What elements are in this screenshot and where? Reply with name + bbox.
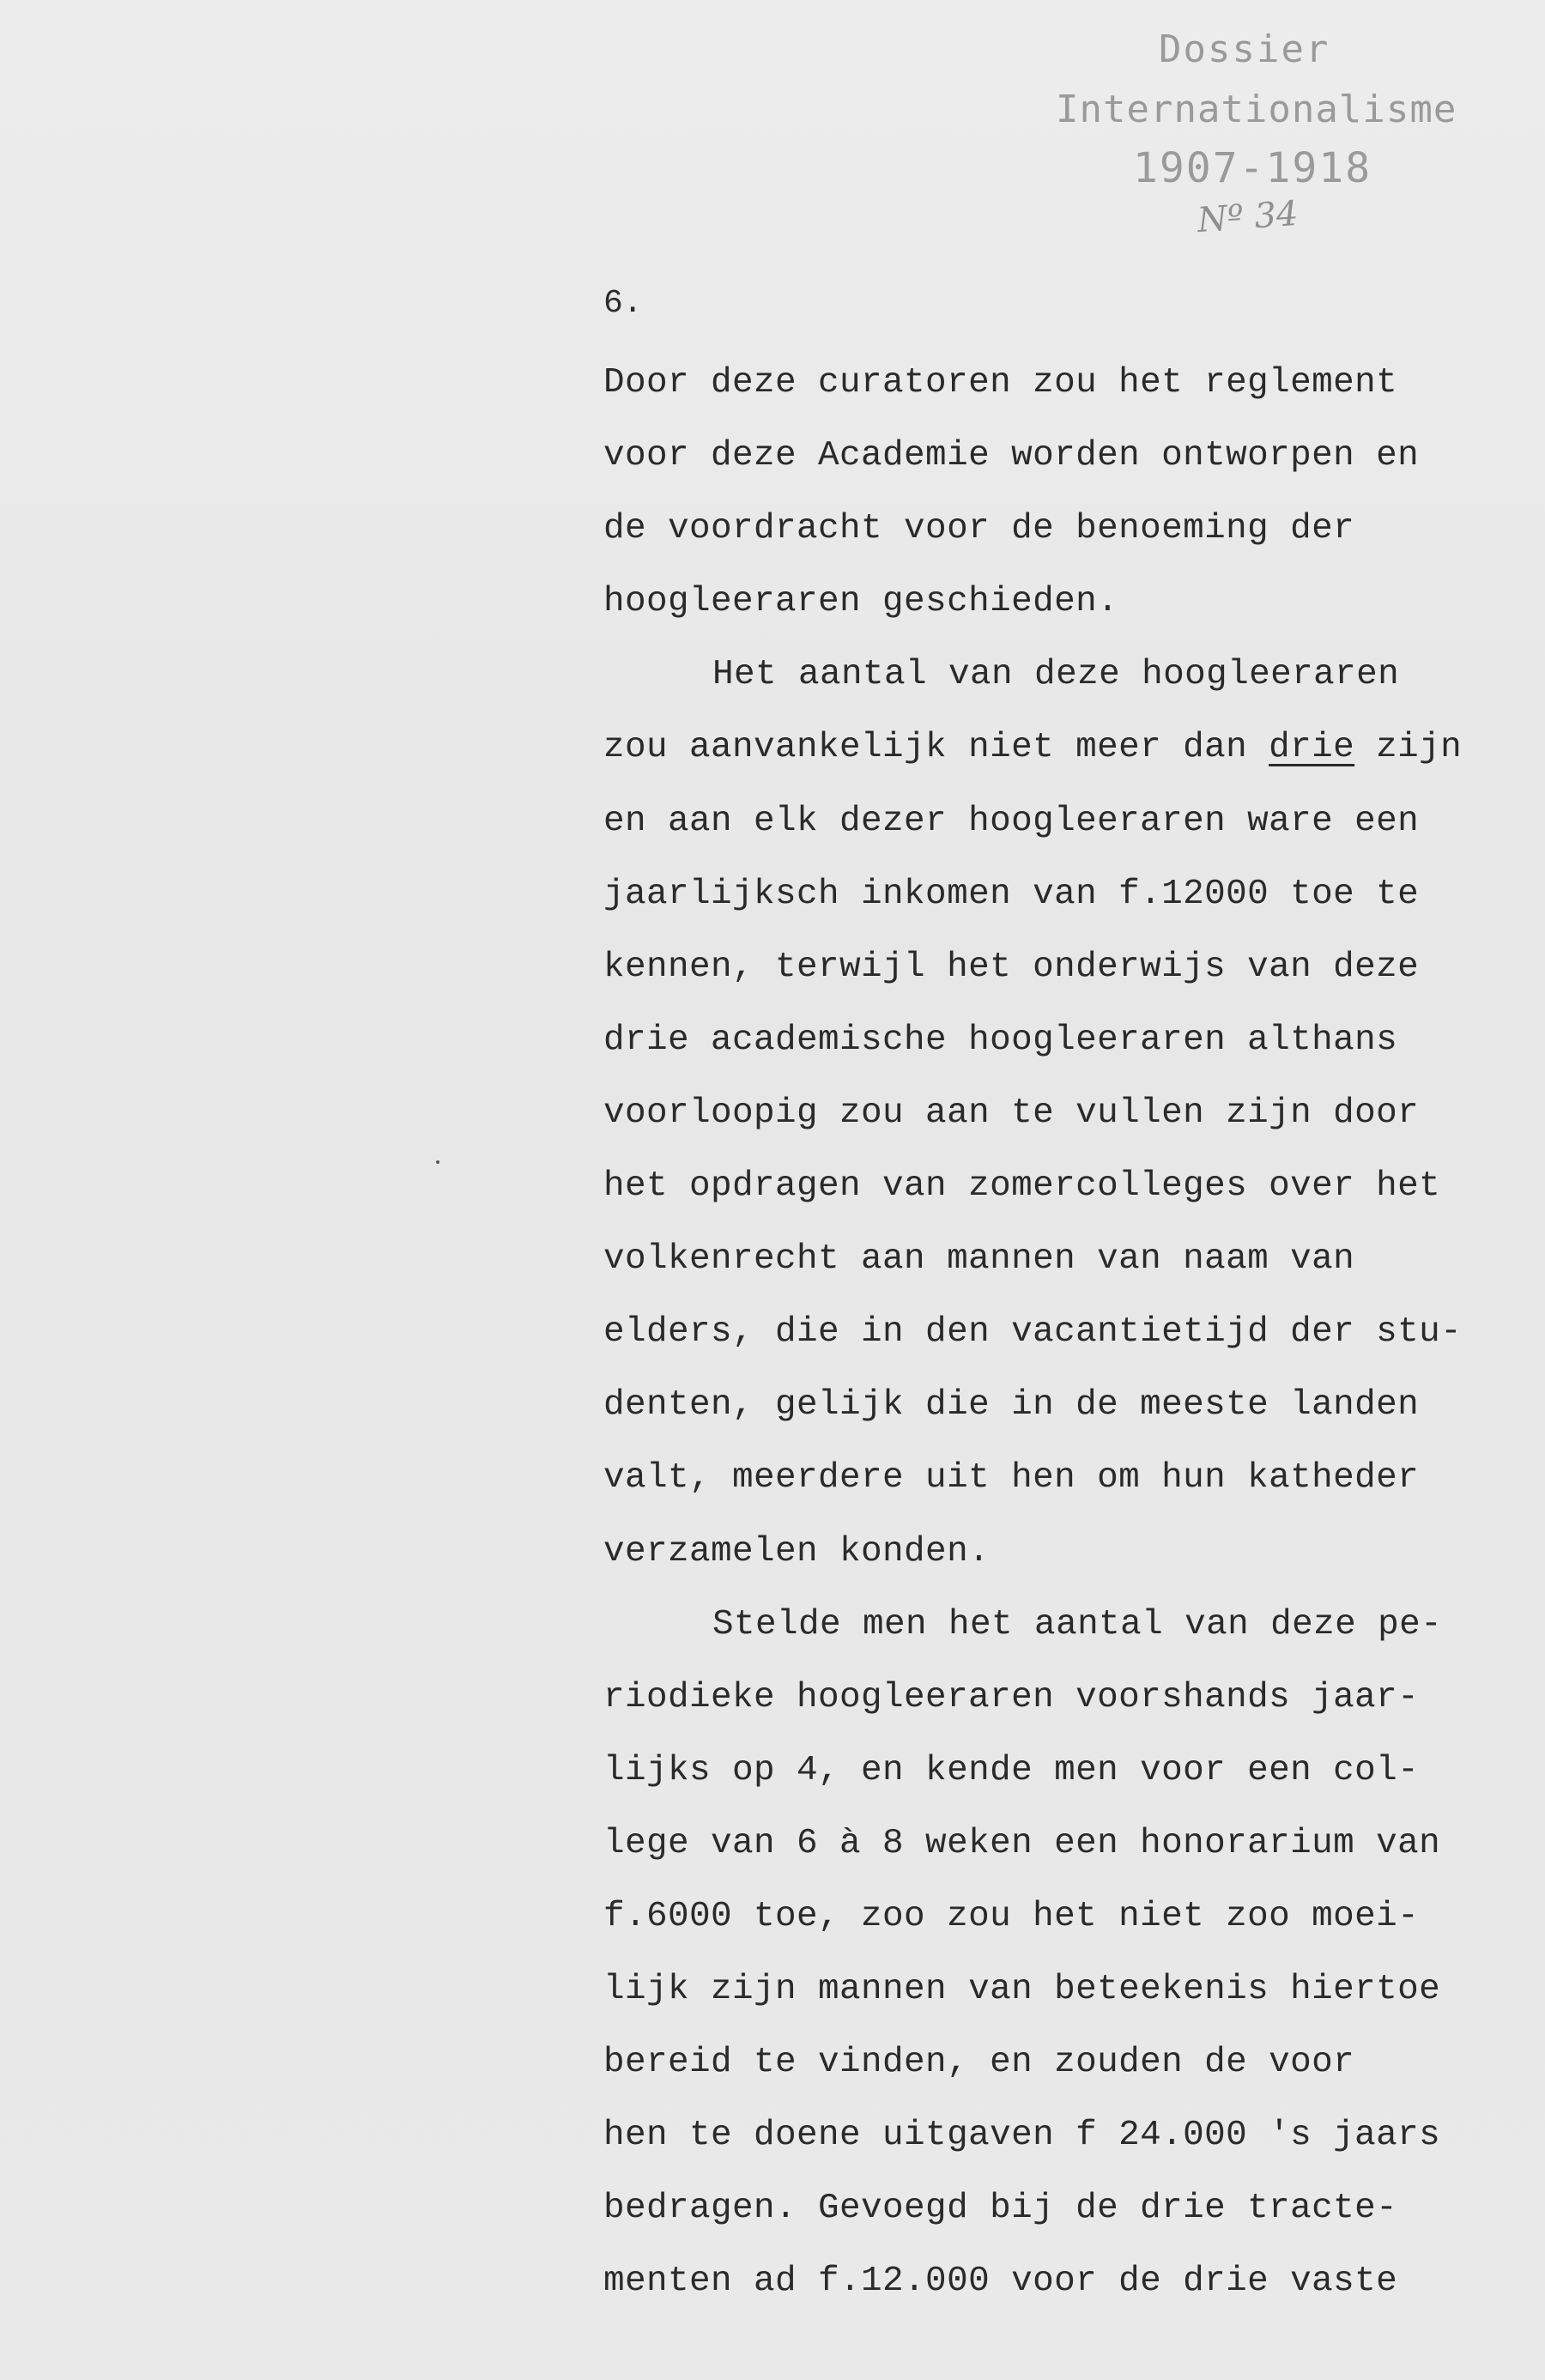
text-line: Stelde men het aantal van deze pe- [712,1604,1443,1644]
text-line: voorloopig zou aan te vullen zijn door [603,1093,1420,1133]
text-line: kennen, terwijl het onderwijs van deze [603,947,1420,987]
stamp-line-dossier: Dossier [1159,27,1330,71]
text-line: jaarlijksch inkomen van f.12000 toe te [603,874,1420,914]
archive-stamp [1056,17,1459,241]
text-line: bedragen. Gevoegd bij de drie tracte- [603,2189,1398,2229]
page-number: 6. [603,285,643,322]
text-line: verzamelen konden. [603,1531,991,1572]
stamp-line-internationalisme: Internationalisme [1056,88,1457,131]
text-line: f.6000 toe, zoo zou het niet zoo moei- [603,1896,1420,1936]
text-line: lijk zijn mannen van beteekenis hiertoe [603,1970,1441,2010]
text-line: drie academische hoogleeraren althans [603,1020,1398,1060]
stamp-line-years: 1907-1918 [1133,144,1372,192]
text-line: Door deze curatoren zou het reglement [603,363,1398,403]
text-line [603,712,1462,784]
text-line: volkenrecht aan mannen van naam van [603,1239,1355,1280]
margin-speck [436,1160,439,1164]
handwritten-number: Nº 34 [1196,193,1300,241]
typed-body-text [603,347,1462,2319]
text-line: lege van 6 à 8 weken een honorarium van [603,1823,1441,1863]
text-line: het opdragen van zomercolleges over het [603,1166,1441,1207]
text-line: hoogleeraren geschieden. [603,582,1119,622]
text-line: menten ad f.12.000 voor de drie vaste [603,2262,1398,2302]
text-line: en aan elk dezer hoogleeraren ware een [603,801,1420,841]
text-line: valt, meerdere uit hen om hun katheder [603,1458,1420,1499]
text-line: Het aantal van deze hoogleeraren [712,655,1400,695]
text-line: de voordracht voor de benoeming der [603,509,1355,549]
underlined-word: drie [1269,728,1355,768]
text-line: denten, gelijk die in de meeste landen [603,1385,1420,1426]
text-line: bereid te vinden, en zouden de voor [603,2043,1355,2083]
text-segment: zijn [1354,728,1463,768]
text-line: riodieke hoogleeraren voorshands jaar- [603,1677,1420,1717]
text-segment: zou aanvankelijk niet meer dan [603,728,1269,768]
text-line: voor deze Academie worden ontworpen en [603,436,1420,476]
text-line: elders, die in den vacantietijd der stu- [603,1312,1463,1353]
text-line: hen te doene uitgaven f 24.000 's jaars [603,2116,1441,2156]
text-line: lijks op 4, en kende men voor een col- [603,1750,1420,1790]
